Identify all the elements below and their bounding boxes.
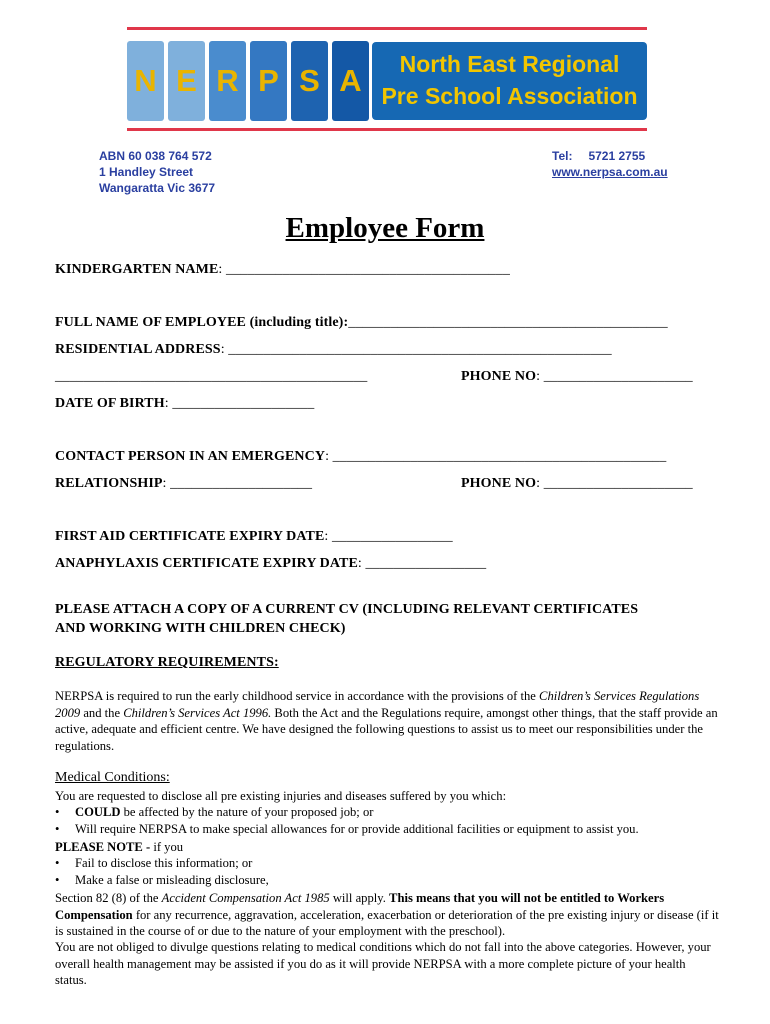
org-name-line1: North East Regional	[399, 51, 620, 77]
town-text: Wangaratta Vic 3677	[99, 181, 216, 195]
full-name-field[interactable]	[55, 315, 668, 331]
allowances-text: Will require NERPSA to make special allowances for or provide additional facilities or equipment to assist you.	[75, 822, 639, 836]
anaphylaxis-expiry-label: ANAPHYLAXIS CERTIFICATE EXPIRY DATE	[55, 556, 358, 571]
regulatory-heading: REGULATORY REQUIREMENTS:	[55, 655, 279, 670]
logo-tile-e: E	[168, 41, 205, 121]
please-note-rest: if you	[153, 840, 184, 854]
s82-bold-warning: This means that you will not be entitled to Workers Compensation	[55, 891, 665, 922]
logo-top-rule	[127, 27, 647, 30]
address-block	[99, 148, 215, 196]
medical-bullet-could: • COULD be affected by the nature of your proposed job; or	[55, 805, 374, 819]
street-text: 1 Handley Street	[99, 165, 194, 179]
form-title: Employee Form	[285, 212, 485, 244]
residential-address-label: RESIDENTIAL ADDRESS	[55, 342, 221, 357]
abn-text: ABN 60 038 764 572	[99, 149, 212, 163]
anaphylaxis-expiry-field[interactable]: ANAPHYLAXIS CERTIFICATE EXPIRY DATE: _________________	[55, 556, 487, 571]
medical-bullet-allowances: • Will require NERPSA to make special allowances for or provide additional facilities or equipment to assist you.	[55, 822, 639, 836]
date-of-birth-label: DATE OF BIRTH	[55, 396, 165, 411]
emergency-contact-label: CONTACT PERSON IN AN EMERGENCY	[55, 449, 326, 464]
kindergarten-name-field[interactable]: KINDERGARTEN NAME: ________________________________________	[55, 262, 510, 277]
anaphylaxis-expiry-blank[interactable]: _________________	[365, 556, 487, 571]
emergency-contact-blank[interactable]: _______________________________________________	[332, 449, 667, 464]
s82-act-name: Accident Compensation Act 1985	[161, 891, 330, 905]
section-82-paragraph	[55, 890, 720, 940]
first-aid-expiry-blank[interactable]: _________________	[332, 529, 453, 544]
phone-web-block	[552, 148, 668, 180]
emergency-phone-label: PHONE NO	[461, 476, 537, 491]
emergency-phone-blank[interactable]: _____________________	[543, 476, 693, 491]
logo-org-name	[372, 42, 647, 120]
medical-closing-paragraph: You are not obliged to divulge questions relating to medical conditions which do not fall into the above categories. However, your overall health management may be assisted if you do as it will provide NERPSA with a more complete picture of your health status.	[55, 940, 711, 987]
logo-tile-p: P	[250, 41, 287, 121]
relationship-label: RELATIONSHIP	[55, 476, 163, 491]
attach-cv-line2: AND WORKING WITH CHILDREN CHECK)	[55, 621, 346, 636]
residential-address-blank[interactable]: ______________________________________________________	[228, 342, 612, 357]
residential-address-field[interactable]: RESIDENTIAL ADDRESS: ______________________________________________________	[55, 342, 612, 357]
reg-text-act: Children’s Services Act 1996.	[123, 705, 272, 720]
first-aid-expiry-label: FIRST AID CERTIFICATE EXPIRY DATE	[55, 529, 325, 544]
residential-address-line2[interactable]	[55, 369, 367, 385]
tel-number: 5721 2755	[588, 149, 646, 163]
logo-bottom-rule	[127, 128, 647, 131]
s82-text-e: for any recurrence, aggravation, acceleration, exacerbation or deterioration of the pre existing injury or disease (if it is sustained in the course of or due to the nature of your employment with the preschool).	[55, 907, 719, 938]
relationship-blank[interactable]: ____________________	[170, 476, 313, 491]
emergency-contact-field[interactable]: CONTACT PERSON IN AN EMERGENCY: _______________________________________________	[55, 449, 667, 464]
logo-tile-s: S	[291, 41, 328, 121]
relationship-field[interactable]: RELATIONSHIP: ____________________	[55, 476, 313, 491]
attach-cv-notice	[55, 600, 638, 638]
logo-tile-n: N	[127, 41, 164, 121]
full-name-label: FULL NAME OF EMPLOYEE (including title):	[55, 315, 349, 330]
reg-text-e: Both the Act and the Regulations require, amongst other things, that the staff provide an active, adequate and efficient centre. We have designed the following questions to assist us to meet our responsibilities under the regulations.	[55, 705, 718, 753]
medical-intro: You are requested to disclose all pre existing injuries and diseases suffered by you which:	[55, 789, 507, 803]
regulatory-paragraph	[55, 688, 720, 754]
could-text: COULD	[75, 805, 121, 819]
reg-text-a: NERPSA is required to run the early childhood service in accordance with the provisions of the	[55, 689, 540, 703]
medical-conditions-heading: Medical Conditions:	[55, 770, 170, 785]
s82-text-c: will apply.	[329, 891, 390, 905]
phone-blank[interactable]: _____________________	[543, 369, 693, 384]
could-rest-text: be affected by the nature of your proposed job; or	[120, 805, 374, 819]
attach-cv-line1: PLEASE ATTACH A COPY OF A CURRENT CV (INCLUDING RELEVANT CERTIFICATES	[55, 602, 639, 617]
please-note	[55, 839, 183, 856]
full-name-blank[interactable]: _____________________________________________	[348, 315, 668, 330]
website-link[interactable]: www.nerpsa.com.au	[552, 165, 668, 179]
logo-tile-a: A	[332, 41, 369, 121]
residential-address-blank-2[interactable]: ____________________________________________	[55, 369, 368, 384]
tel-label: Tel:	[552, 149, 573, 163]
date-of-birth-blank[interactable]: ____________________	[172, 396, 315, 411]
medical-bullet-false: • Make a false or misleading disclosure,	[55, 873, 269, 887]
first-aid-expiry-field[interactable]: FIRST AID CERTIFICATE EXPIRY DATE: _________________	[55, 529, 453, 544]
kindergarten-name-label: KINDERGARTEN NAME	[55, 262, 219, 277]
kindergarten-name-blank[interactable]: ________________________________________	[225, 262, 510, 277]
s82-text-a: Section 82 (8) of the	[55, 891, 162, 905]
date-of-birth-field[interactable]: DATE OF BIRTH: ____________________	[55, 396, 315, 411]
medical-bullet-fail: • Fail to disclose this information; or	[55, 856, 253, 870]
false-disclosure-text: Make a false or misleading disclosure,	[75, 873, 269, 887]
emergency-phone-field[interactable]: PHONE NO: _____________________	[461, 476, 693, 491]
phone-label: PHONE NO	[461, 369, 537, 384]
org-name-line2: Pre School Association	[381, 83, 638, 109]
reg-text-c: and the	[80, 705, 124, 720]
logo-tile-r: R	[209, 41, 246, 121]
fail-text: Fail to disclose this information; or	[75, 856, 253, 870]
reg-text-regulations: Children’s Services Regulations 2009	[55, 689, 700, 720]
please-note-label: PLEASE NOTE -	[55, 840, 154, 854]
phone-field[interactable]: PHONE NO: _____________________	[461, 369, 693, 384]
